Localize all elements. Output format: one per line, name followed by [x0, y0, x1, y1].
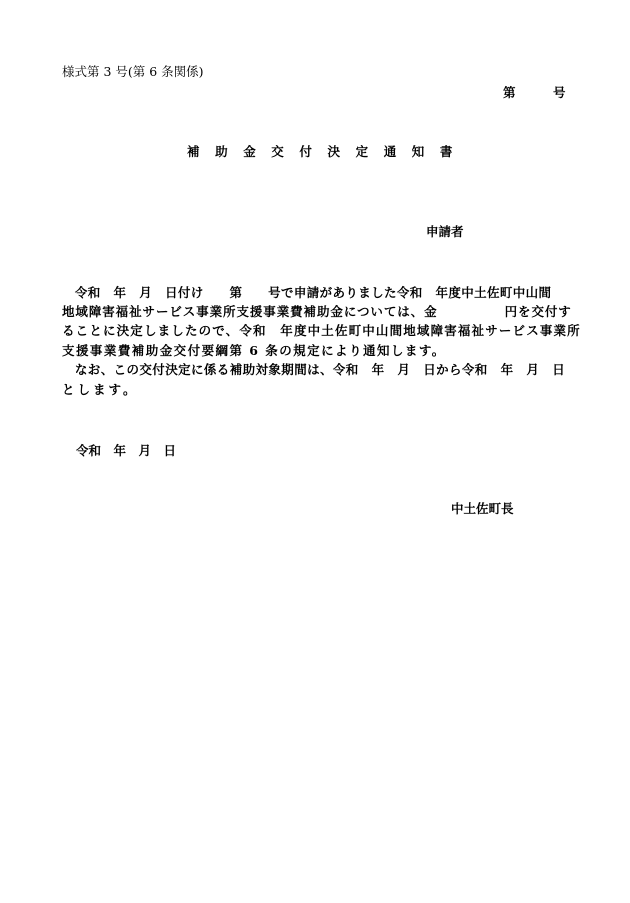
body-line: ることに決定しましたので、令和 年度中土佐町中山間地域障害福祉サービス事業所 [62, 323, 581, 338]
applicant-label: 申請者 [426, 224, 464, 239]
issuer-name: 中土佐町長 [451, 501, 514, 516]
body-line: 支援事業費補助金交付要綱第 6 条の規定により通知します。 [62, 343, 446, 358]
document-title: 補助金交付決定通知書 [187, 144, 469, 159]
body-line: 地域障害福祉サービス事業所支援事業費補助金については、金 円を交付す [62, 304, 572, 319]
body-line: 令和 年 月 日付け 第 号で申請がありました令和 年度中土佐町中山間 [62, 285, 552, 300]
body-line: とします。 [62, 382, 139, 397]
notice-date: 令和 年 月 日 [76, 443, 177, 458]
form-number: 様式第 3 号(第 6 条関係) [62, 64, 204, 79]
body-line: なお、この交付決定に係る補助対象期間は、令和 年 月 日から令和 年 月 日 [62, 362, 566, 377]
document-number: 第 号 [503, 85, 566, 100]
